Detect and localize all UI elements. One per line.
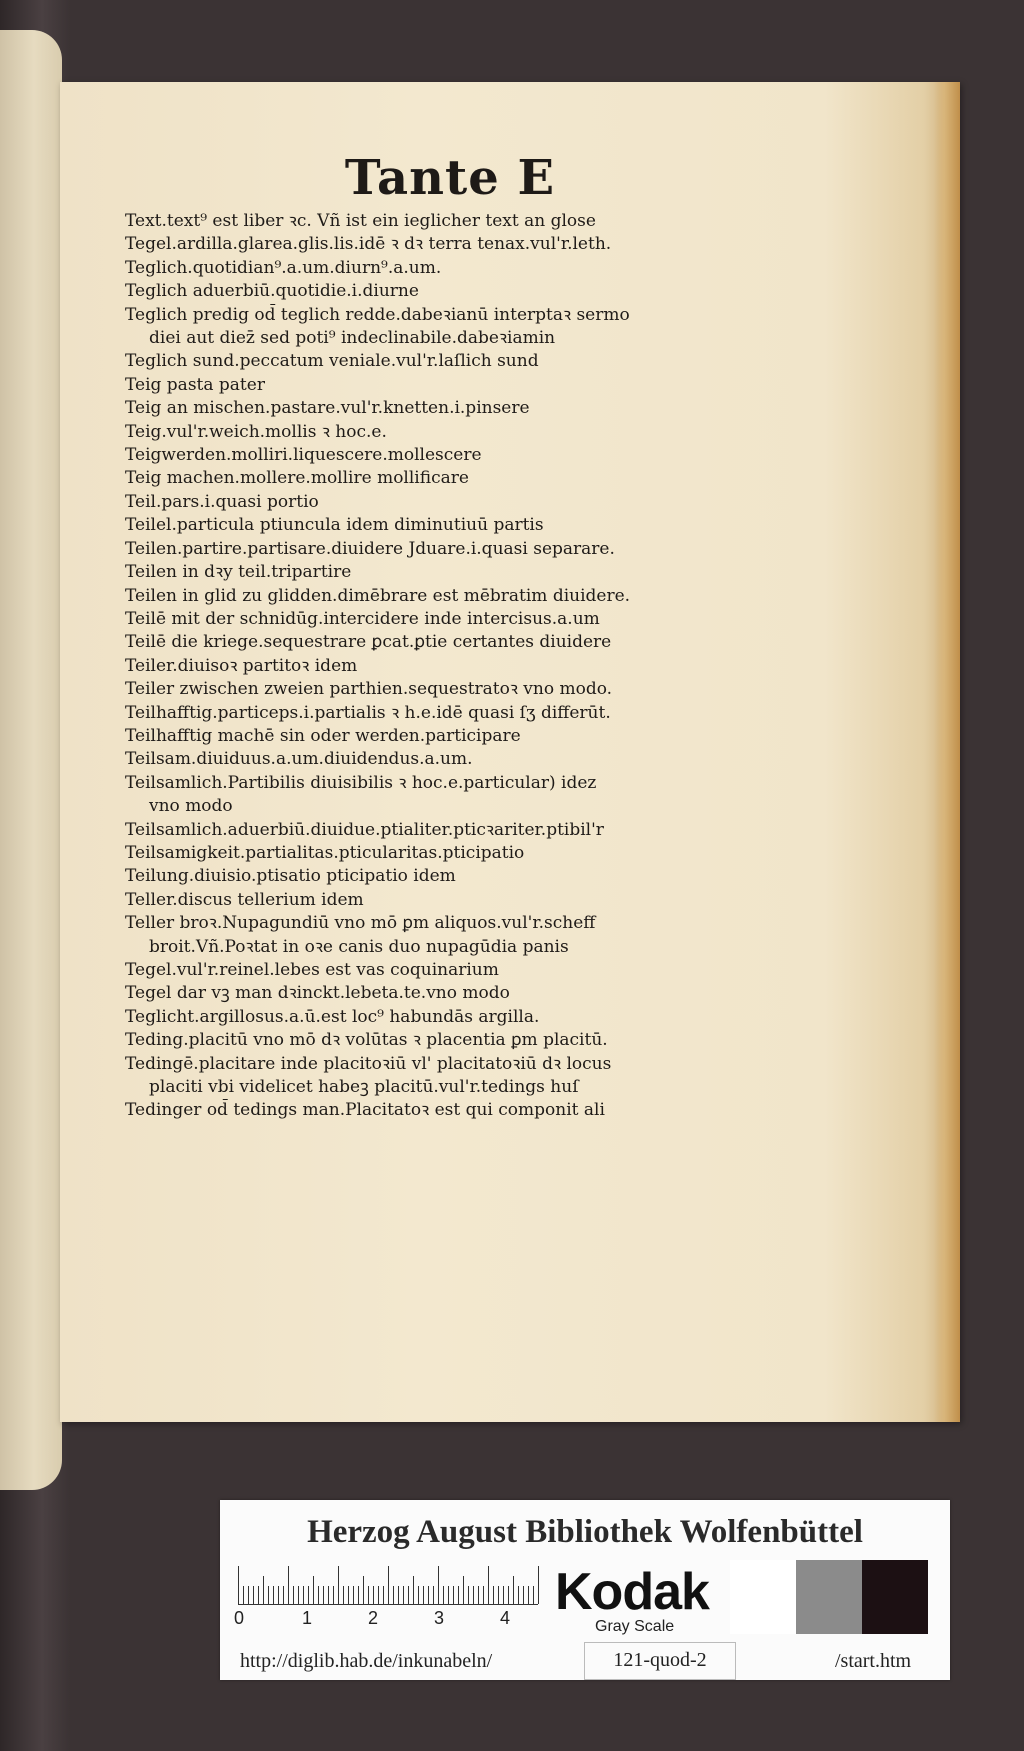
ruler-tick <box>338 1566 339 1604</box>
text-line: Teglich sund.peccatum veniale.vul'r.laſlich sund <box>125 351 539 372</box>
ruler-tick <box>513 1576 514 1604</box>
text-line: Teglicht.argillosus.a.ū.est loc⁹ habundās argilla. <box>125 1006 540 1027</box>
text-line: Teilsamlich.aduerbiū.diuidue.ptialiter.pticꝛariter.ptibil'r <box>125 819 604 840</box>
text-line: Teilhafftig machē sin oder werden.participare <box>125 725 521 746</box>
ruler-tick <box>383 1586 384 1604</box>
ruler-tick <box>533 1586 534 1604</box>
ruler-number: 4 <box>500 1608 511 1628</box>
ruler-tick <box>388 1566 389 1604</box>
ruler-tick <box>318 1586 319 1604</box>
ruler-tick <box>538 1566 539 1604</box>
library-title: Herzog August Bibliothek Wolfenbüttel <box>307 1514 863 1550</box>
ruler-tick <box>358 1586 359 1604</box>
text-line: broit.Vñ.Poꝛtat in oꝛe canis duo nupagūdia panis <box>149 936 569 957</box>
ruler-tick <box>528 1586 529 1604</box>
ruler-tick <box>468 1586 469 1604</box>
gray-patch-white <box>730 1560 796 1634</box>
ruler-tick <box>453 1586 454 1604</box>
ruler-tick <box>373 1586 374 1604</box>
book-page <box>60 82 960 1422</box>
text-line: diei aut diez̄ sed poti⁹ indeclinabile.dabeꝛiamin <box>149 328 556 349</box>
text-line: Teller.discus tellerium idem <box>125 889 364 910</box>
ruler-tick <box>278 1586 279 1604</box>
ruler-tick <box>493 1586 494 1604</box>
ruler-tick <box>433 1586 434 1604</box>
ruler-tick <box>368 1586 369 1604</box>
shelfmark-box: 121-quod-2 <box>584 1642 736 1680</box>
scale-ruler <box>238 1564 538 1605</box>
ruler-tick <box>263 1576 264 1604</box>
ruler-number: 3 <box>434 1608 445 1628</box>
text-line: Teig an mischen.pastare.vul'r.knetten.i.pinsere <box>125 398 530 419</box>
ruler-tick <box>523 1586 524 1604</box>
text-line: Teilen in glid zu glidden.dimēbrare est mēbratim diuidere. <box>125 585 631 606</box>
ruler-tick <box>298 1586 299 1604</box>
text-line: Teilhafftig.particeps.i.partialis ꝛ h.e.idē quasi ſʒ differūt. <box>125 702 611 723</box>
kodak-logo: Kodak <box>555 1563 709 1621</box>
ruler-tick <box>403 1586 404 1604</box>
ruler-tick <box>333 1586 334 1604</box>
ruler-tick <box>283 1586 284 1604</box>
text-line: Teilē mit der schnidūg.intercidere inde intercisus.a.um <box>125 608 600 629</box>
ruler-tick <box>303 1586 304 1604</box>
page-gutter-shadow <box>934 82 960 1422</box>
ruler-tick <box>443 1586 444 1604</box>
text-line: Teig.vul'r.weich.mollis ꝛ hoc.e. <box>125 421 387 442</box>
url-row <box>220 1642 950 1680</box>
gray-patch-mid <box>796 1560 862 1634</box>
ruler-tick <box>398 1586 399 1604</box>
ruler-tick <box>238 1566 239 1604</box>
ruler-tick <box>363 1576 364 1604</box>
text-line: Teil.pars.i.quasi portio <box>125 491 319 512</box>
ruler-tick <box>428 1586 429 1604</box>
ruler-tick <box>463 1576 464 1604</box>
ruler-tick <box>353 1586 354 1604</box>
ruler-tick <box>288 1566 289 1604</box>
ruler-tick <box>253 1586 254 1604</box>
ruler-tick <box>413 1576 414 1604</box>
text-line: vno modo <box>149 796 233 817</box>
ruler-tick <box>458 1586 459 1604</box>
previous-page-edge <box>0 30 62 1490</box>
ruler-tick <box>343 1586 344 1604</box>
ruler-tick <box>423 1586 424 1604</box>
text-line: Teig machen.mollere.mollire mollificare <box>125 468 469 489</box>
ruler-tick <box>268 1586 269 1604</box>
ruler-tick <box>473 1586 474 1604</box>
ruler-tick <box>273 1586 274 1604</box>
ruler-tick <box>438 1566 439 1604</box>
ruler-number: 1 <box>302 1608 313 1628</box>
ruler-number: 0 <box>234 1608 245 1628</box>
text-line: Teigwerden.molliri.liquescere.mollescere <box>125 445 482 466</box>
ruler-tick <box>348 1586 349 1604</box>
text-line: Tegel.vul'r.reinel.lebes est vas coquinarium <box>125 960 499 980</box>
ruler-tick <box>313 1576 314 1604</box>
text-line: Teglich.quotidian⁹.a.um.diurn⁹.a.um. <box>125 257 442 278</box>
text-line: Teiler zwischen zweien parthien.sequestratoꝛ vno modo. <box>125 679 613 700</box>
text-line: Tegel dar vꝫ man dꝛinckt.lebeta.te.vno modo <box>125 983 510 1004</box>
ruler-tick <box>478 1586 479 1604</box>
ruler-tick <box>308 1586 309 1604</box>
ruler-tick <box>488 1566 489 1604</box>
gray-patch-black <box>862 1560 928 1634</box>
ruler-number: 2 <box>368 1608 379 1628</box>
ruler-tick <box>258 1586 259 1604</box>
text-line: Teilē die kriege.sequestrare ꝑcat.ꝑtie certantes diuidere <box>125 632 612 653</box>
text-line: Teglich predig od̄ teglich redde.dabeꝛianū interptaꝛ sermo <box>125 304 630 325</box>
ruler-tick <box>408 1586 409 1604</box>
page-heading: Tante E <box>344 150 556 206</box>
text-column <box>125 210 765 1123</box>
text-line: Teilen in dꝛy teil.tripartire <box>125 562 352 583</box>
text-line: Text.text⁹ est liber ꝛc. Vñ ist ein ieglicher text an glose <box>125 211 596 231</box>
text-line: Teilel.particula ptiuncula idem diminutiuū partis <box>125 515 544 536</box>
ruler-tick <box>293 1586 294 1604</box>
text-line: Tedingē.placitare inde placitoꝛiū vl' placitatoꝛiū dꝛ locus <box>125 1053 612 1074</box>
ruler-tick <box>243 1586 244 1604</box>
text-line: Teiler.diuisoꝛ partitoꝛ idem <box>125 655 358 676</box>
ruler-tick <box>518 1586 519 1604</box>
ruler-tick <box>378 1586 379 1604</box>
ruler-tick <box>503 1586 504 1604</box>
ruler-tick <box>448 1586 449 1604</box>
text-line: placiti vbi videlicet habeꝫ placitū.vul'r.tedings huſ <box>149 1077 579 1098</box>
ruler-tick <box>393 1586 394 1604</box>
gray-scale-label: Gray Scale <box>595 1618 675 1635</box>
text-line: Teig pasta pater <box>125 374 265 395</box>
text-line: Teller broꝛ.Nupagundiū vno mō ꝑm aliquos.vul'r.scheff <box>125 913 596 934</box>
text-line: Teilsamigkeit.partialitas.pticularitas.pticipatio <box>125 842 525 863</box>
color-target-card <box>220 1500 950 1680</box>
text-line: Teglich aduerbiū.quotidie.i.diurne <box>125 281 419 302</box>
text-line: Tegel.ardilla.glarea.glis.lis.idē ꝛ dꝛ terra tenax.vul'r.leth. <box>125 234 612 255</box>
text-line: Teilung.diuisio.ptisatio pticipatio idem <box>125 866 456 887</box>
ruler-tick <box>248 1586 249 1604</box>
ruler-tick <box>508 1586 509 1604</box>
url-suffix: /start.htm <box>835 1650 912 1672</box>
ruler-tick <box>328 1586 329 1604</box>
url-prefix: http://diglib.hab.de/inkunabeln/ <box>240 1650 493 1672</box>
text-line: Teilsamlich.Partibilis diuisibilis ꝛ hoc.e.particular) idez <box>125 772 597 793</box>
ruler-tick <box>418 1586 419 1604</box>
text-line: Tedinger od̄ tedings man.Placitatoꝛ est qui componit ali <box>125 1100 605 1121</box>
ruler-tick <box>498 1586 499 1604</box>
ruler-tick <box>323 1586 324 1604</box>
text-line: Teding.placitū vno mō dꝛ volūtas ꝛ placentia ꝑm placitū. <box>125 1030 608 1051</box>
text-line: Teilsam.diuiduus.a.um.diuidendus.a.um. <box>125 749 473 770</box>
ruler-tick <box>483 1586 484 1604</box>
text-line: Teilen.partire.partisare.diuidere Jduare.i.quasi separare. <box>125 538 615 559</box>
